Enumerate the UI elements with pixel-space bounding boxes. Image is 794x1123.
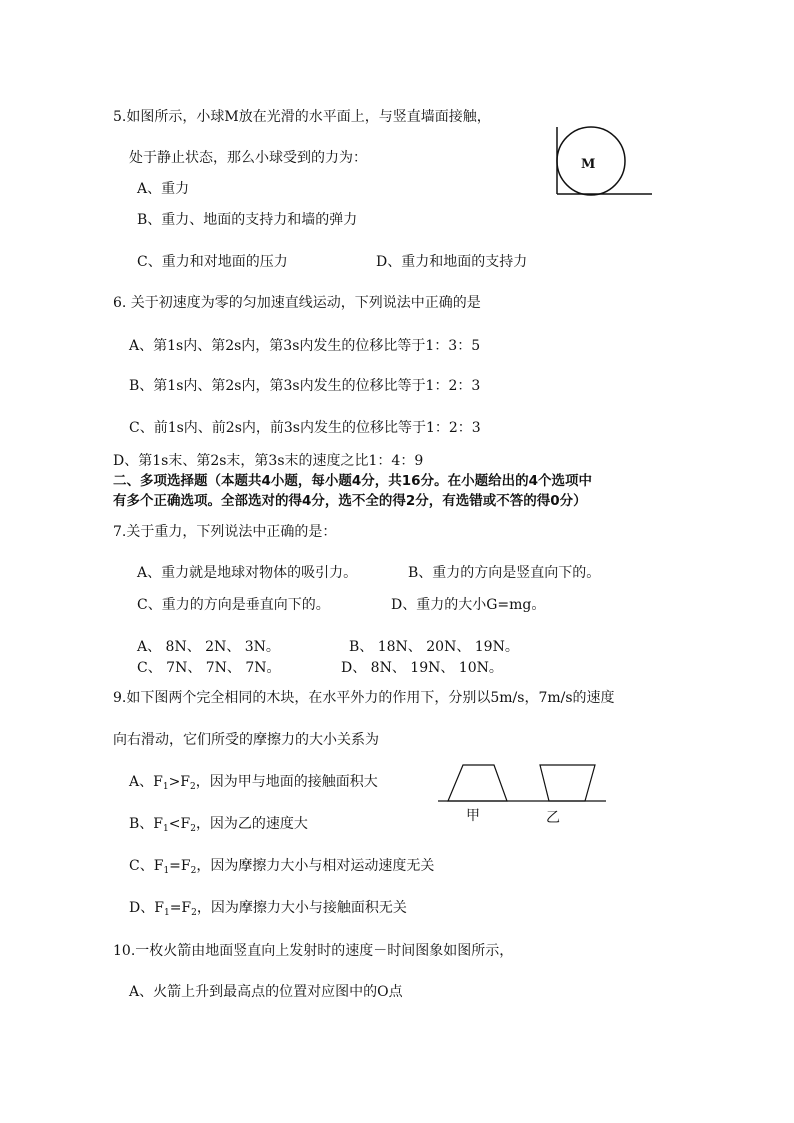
q7-option-b: B、重力的方向是竖直向下的。 bbox=[408, 565, 601, 581]
q7-stem: 7.关于重力，下列说法中正确的是： bbox=[113, 524, 337, 540]
q8-option-a: A、 8N、 2N、 3N。 bbox=[137, 639, 280, 655]
q6-option-b: B、第1s内、第2s内，第3s内发生的位移比等于1：2：3 bbox=[129, 378, 481, 394]
q5-option-a: A、重力 bbox=[137, 181, 190, 197]
q9-stem-line1: 9.如下图两个完全相同的木块，在水平外力的作用下，分别以5m/s，7m/s的速度 bbox=[113, 690, 615, 706]
q9-stem-line2: 向右滑动，它们所受的摩擦力的大小关系为 bbox=[113, 732, 379, 748]
q8-option-c: C、 7N、 7N、 7N。 bbox=[137, 660, 281, 676]
q5-option-c: C、重力和对地面的压力 bbox=[137, 254, 288, 270]
section2-line1: 二、多项选择题（本题共4小题，每小题4分，共16分。在小题给出的4个选项中 bbox=[113, 473, 592, 489]
q5-stem-line1: 5.如图所示，小球M放在光滑的水平面上，与竖直墙面接触， bbox=[113, 109, 491, 125]
q10-option-a: A、火箭上升到最高点的位置对应图中的O点 bbox=[129, 984, 403, 1000]
q8-option-d: D、 8N、 19N、 10N。 bbox=[341, 660, 503, 676]
q8-option-b: B、 18N、 20N、 19N。 bbox=[349, 639, 519, 655]
section2-line2: 有多个正确选项。全部选对的得4分，选不全的得2分，有选错或不答的得0分） bbox=[113, 493, 587, 509]
q9-option-b: B、$F_1<F_2$，因为乙的速度大 bbox=[129, 816, 308, 834]
ball-label: M bbox=[581, 157, 596, 172]
q10-stem: 10.一枚火箭由地面竖直向上发射时的速度－时间图象如图所示， bbox=[113, 943, 514, 959]
q6-stem: 6. 关于初速度为零的匀加速直线运动，下列说法中正确的是 bbox=[113, 295, 481, 311]
block-jia bbox=[448, 765, 507, 801]
q5-option-d: D、重力和地面的支持力 bbox=[376, 254, 528, 270]
q9-option-c: C、$F_1=F_2$，因为摩擦力大小与相对运动速度无关 bbox=[129, 858, 435, 876]
q6-option-c: C、前1s内、前2s内，前3s内发生的位移比等于1：2：3 bbox=[129, 420, 481, 436]
block-yi bbox=[540, 765, 595, 801]
q7-option-a: A、重力就是地球对物体的吸引力。 bbox=[137, 565, 358, 581]
q5-stem-line2: 处于静止状态，那么小球受到的力为： bbox=[129, 150, 367, 166]
q5-option-b: B、重力、地面的支持力和墙的弹力 bbox=[137, 212, 358, 228]
q9-option-a: A、$F_1>F_2$，因为甲与地面的接触面积大 bbox=[129, 774, 378, 792]
q7-option-d: D、重力的大小G=mg。 bbox=[391, 597, 546, 613]
label-yi: 乙 bbox=[546, 810, 560, 826]
q7-option-c: C、重力的方向是垂直向下的。 bbox=[137, 597, 330, 613]
q6-option-a: A、第1s内、第2s内，第3s内发生的位移比等于1：3：5 bbox=[129, 338, 481, 354]
label-jia: 甲 bbox=[466, 808, 480, 824]
q6-option-d: D、第1s末、第2s末，第3s末的速度之比1：4：9 bbox=[113, 453, 424, 469]
q9-option-d: D、$F_1=F_2$，因为摩擦力大小与接触面积无关 bbox=[129, 900, 407, 918]
